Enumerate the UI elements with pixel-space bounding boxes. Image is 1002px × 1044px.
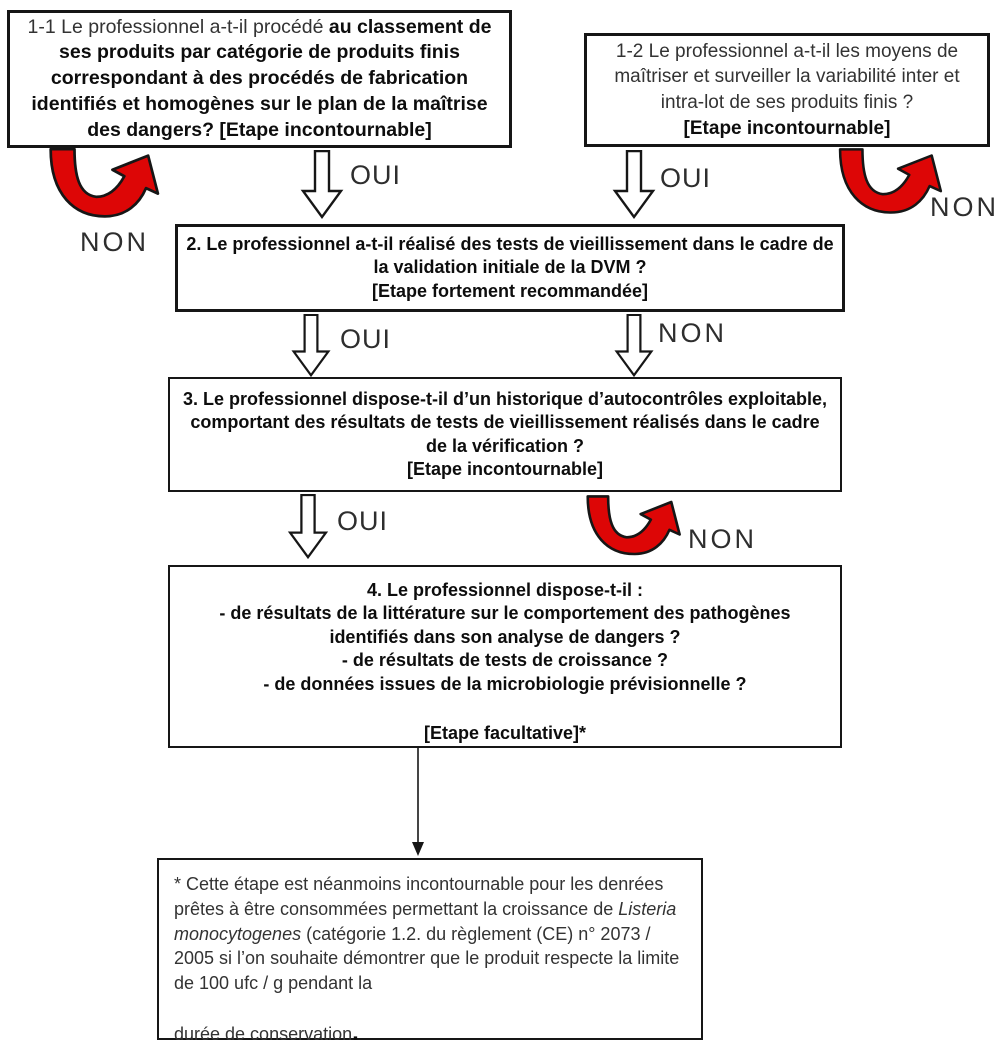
question-text-1-2: 1-2 Le professionnel a-t-il les moyens de maîtriser et surveiller la variabilité inter et intra-lot de ses produits finis ?	[614, 40, 960, 113]
down-arrow-icon	[300, 150, 344, 220]
down-arrow-icon	[287, 494, 329, 560]
latin-species-italic: Listeria monocytogenes	[174, 898, 677, 944]
down-arrow-icon	[612, 150, 656, 220]
non-label-right: NON	[930, 192, 999, 222]
question-item-4-3: - de données issues de la microbiologie prévisionnelle ?	[263, 673, 747, 694]
non-label-left: NON	[80, 227, 149, 257]
oui-label-2: OUI	[660, 163, 712, 193]
question-box-1-1	[7, 10, 512, 148]
step-tag-1-2: [Etape incontournable]	[683, 117, 891, 139]
question-title-4: 4. Le professionnel dispose-t-il :	[366, 580, 644, 600]
question-item-4-1: - de résultats de la littérature sur le comportement des pathogènes identifiés dans son analyse de dangers ?	[219, 603, 791, 647]
question-box-1-2	[584, 33, 990, 147]
question-box-3	[168, 377, 842, 492]
footnote-text: * Cette étape est néanmoins incontournable pour les denrées prêtes à être consommées permettant la croissance de Listeria monocytogenes (catégorie 1.2. du règlement (CE) n° 2073 / 2005 si l’on souhaite démontrer que le produit respecte la limite de 100 ufc / g pendant la	[174, 874, 680, 994]
down-arrow-icon	[613, 314, 655, 378]
question-box-2	[175, 224, 845, 312]
footnote-box	[157, 858, 703, 1044]
step-tag-2: [Etape fortement recommandée]	[371, 280, 649, 301]
oui-label-4: OUI	[337, 506, 389, 536]
question-box-4	[168, 565, 842, 748]
question-text-1-1: 1-1 Le professionnel a-t-il procédé au classement de ses produits par catégorie de produits finis correspondant à des procédés de fabrication identifiés et homogènes sur le plan de la maîtrise des dangers? [Etape incontournable]	[27, 15, 492, 141]
step-tag-3: [Etape incontournable]	[406, 458, 603, 479]
oui-label-3: OUI	[340, 324, 392, 354]
non-label-loop3: NON	[688, 524, 757, 554]
oui-label-1: OUI	[350, 160, 402, 190]
question-text-2: 2. Le professionnel a-t-il réalisé des tests de vieillissement dans le cadre de la validation initiale de la DVM ?	[186, 233, 834, 278]
non-label-mid: NON	[658, 318, 727, 348]
question-item-4-2: - de résultats de tests de croissance ?	[341, 650, 669, 671]
down-arrow-icon	[290, 314, 332, 378]
question-text-3: 3. Le professionnel dispose-t-il d’un historique d’autocontrôles exploitable, comportant des résultats de tests de vieillissement réalisés dans le cadre de la vérification ?	[182, 388, 828, 456]
step-tag-4: [Etape facultative]*	[423, 722, 587, 743]
red-loop-arrow-icon	[46, 147, 168, 225]
red-loop-arrow-icon	[584, 494, 688, 562]
connector-arrow-icon	[410, 748, 426, 858]
footnote-text-end: durée de conservation.	[174, 1019, 359, 1044]
